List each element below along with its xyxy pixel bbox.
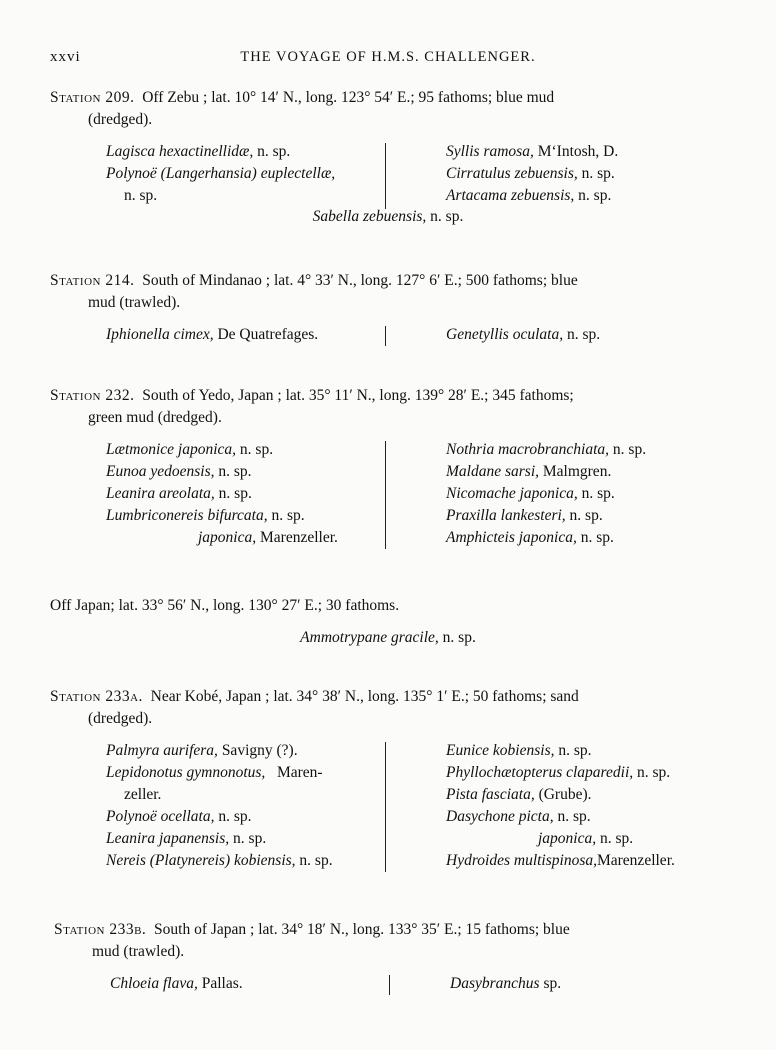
species-entry: Hydroides multispinosa,Marenzeller. [446,852,675,869]
station-232 [50,385,726,549]
species-entry: Polynoë ocellata, n. sp. [106,808,252,825]
species-entry: Eunoa yedoensis, n. sp. [106,463,252,480]
species-entry: Pista fasciata, (Grube). [446,786,592,803]
species-entry: Nothria macrobranchiata, n. sp. [446,441,647,458]
station-label: Station 233a. [50,688,143,705]
species-entry: Artacama zebuensis, n. sp. [446,187,612,204]
station-label: Station 209. [50,89,135,106]
station-heading [50,595,726,617]
species-entry: Dasybranchus sp. [450,975,562,992]
species-columns [50,439,726,549]
station-location-cont: mud (trawled). [88,294,181,311]
species-right-column [446,439,736,549]
station-location-cont: (dredged). [88,111,153,128]
species-entry: Syllis ramosa, M‘Intosh, D. [446,143,619,160]
station-location: Off Japan; lat. 33° 56′ N., long. 130° 27′ E.; 30 fathoms. [50,597,400,614]
running-head [0,46,776,70]
species-entry: Eunice kobiensis, n. sp. [446,742,592,759]
station-209 [50,87,726,225]
species-entry: Iphionella cimex, De Quatrefages. [106,326,319,343]
station-location-cont: mud (trawled). [92,943,185,960]
station-location-cont: (dredged). [88,710,153,727]
species-entry: Dasychone picta, n. sp. [446,808,591,825]
species-left-column [106,324,384,346]
species-entry: Genetyllis oculata, n. sp. [446,326,601,343]
station-heading [50,270,726,314]
station-location: Off Zebu ; lat. 10° 14′ N., long. 123° 54′ E.; 95 fathoms; blue mud [142,89,555,106]
column-divider [385,326,386,346]
species-entry: Nereis (Platynereis) kobiensis, n. sp. [106,852,333,869]
species-entry: zeller. [124,786,162,803]
species-entry: Lumbriconereis bifurcata, n. sp. [106,507,305,524]
species-entry: japonica, Marenzeller. [198,529,338,546]
species-entry: Lepidonotus gymnonotus, Maren- [106,764,323,781]
station-location: South of Japan ; lat. 34° 18′ N., long. 133° 35′ E.; 15 fathoms; blue [154,921,570,938]
species-entry-centered: Ammotrypane gracile, n. sp. [300,629,476,646]
species-entry-centered: Sabella zebuensis, n. sp. [312,208,464,225]
species-entry: Nicomache japonica, n. sp. [446,485,615,502]
species-entry: Palmyra aurifera, Savigny (?). [106,742,298,759]
station-214 [50,270,726,346]
station-heading [50,686,726,730]
species-entry: Leanira japanensis, n. sp. [106,830,267,847]
species-left-column [106,740,384,872]
species-right-column [446,740,736,872]
station-label: Station 214. [50,272,135,289]
station-233b [54,919,730,995]
species-right-column [446,141,736,207]
species-entry: n. sp. [124,187,158,204]
species-entry: Cirratulus zebuensis, n. sp. [446,165,615,182]
species-columns [50,324,726,346]
species-entry: Leanira areolata, n. sp. [106,485,252,502]
station-location-cont: green mud (dredged). [88,409,222,426]
station-heading [50,87,726,131]
species-entry: Phyllochætopterus claparedii, n. sp. [446,764,671,781]
page-title: THE VOYAGE OF H.M.S. CHALLENGER. [240,49,536,65]
species-entry: Maldane sarsi, Malmgren. [446,463,612,480]
species-entry: Praxilla lankesteri, n. sp. [446,507,603,524]
species-left-column [110,973,388,995]
species-entry: Chloeia flava, Pallas. [110,975,243,992]
station-label: Station 233b. [54,921,147,938]
species-entry: Lætmonice japonica, n. sp. [106,441,274,458]
species-right-column [446,324,736,346]
species-entry: Lagisca hexactinellidæ, n. sp. [106,143,291,160]
species-entry: japonica, n. sp. [538,830,634,847]
species-right-column [450,973,740,995]
station-label: Station 232. [50,387,135,404]
column-divider [389,975,390,995]
station-location: South of Mindanao ; lat. 4° 33′ N., long. 127° 6′ E.; 500 fathoms; blue [142,272,578,289]
species-entry: Amphicteis japonica, n. sp. [446,529,614,546]
column-divider [385,143,386,209]
species-left-column [106,439,384,549]
species-entry: Polynoë (Langerhansia) euplectellæ, [106,165,336,182]
species-columns [50,141,726,207]
column-divider [385,441,386,549]
column-divider [385,742,386,872]
station-location: Near Kobé, Japan ; lat. 34° 38′ N., long. 135° 1′ E.; 50 fathoms; sand [150,688,579,705]
station-heading [50,385,726,429]
species-columns [50,740,726,872]
species-columns [54,973,730,995]
species-left-column [106,141,384,207]
station-off-japan [50,595,726,646]
station-heading [54,919,730,963]
station-location: South of Yedo, Japan ; lat. 35° 11′ N., long. 139° 28′ E.; 345 fathoms; [142,387,574,404]
page-number: xxvi [50,49,81,65]
station-233a [50,686,726,872]
